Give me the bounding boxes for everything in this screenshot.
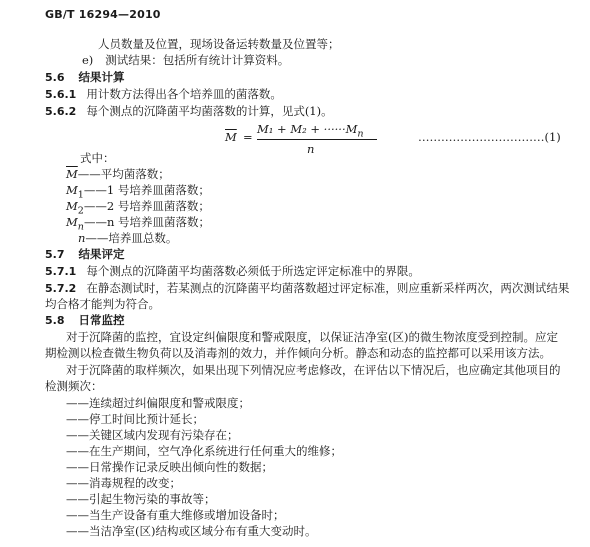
- symbol: n: [78, 231, 86, 245]
- paragraph-line: 对于沉降菌的取样频次，如果出现下列情况应考虑修改，在评估以下情况后，也应确定其他项目的: [66, 363, 561, 377]
- definition-m2: $M_2——2$ 号培养皿菌落数；: [66, 199, 210, 217]
- section-5-8-heading: [45, 312, 125, 329]
- clause-text: 每个测点的沉降菌平均菌落数的计算，见式(1)。: [86, 104, 333, 118]
- text-line: 人员数量及位置，现场设备运转数量及位置等；: [98, 37, 340, 51]
- clause-5-7-1: [45, 263, 420, 280]
- list-marker: e): [82, 53, 94, 67]
- paragraph-line: 期检测以检查微生物负荷以及消毒剂的效力，并作倾向分析。静态和动态的监控都可以采用该方法。: [45, 346, 551, 360]
- bullet-item: ——在生产期间，空气净化系统进行任何重大的维修；: [66, 444, 342, 458]
- clause-5-6-2: [45, 103, 333, 120]
- bullet-item: ——连续超过纠偏限度和警戒限度；: [66, 396, 250, 410]
- clause-number: 5.7.2: [45, 282, 77, 295]
- section-number: 5.6: [45, 71, 65, 84]
- section-title: 结果评定: [78, 247, 125, 261]
- bullet-item: ——引起生物污染的事故等；: [66, 492, 216, 506]
- definition-text: ——2 号培养皿菌落数；: [83, 199, 210, 213]
- definition-n: [78, 230, 177, 246]
- formula-numerator: $M_1 + M_2 + \cdot\cdot\cdot\cdot\cdot\cdot M_n$: [257, 122, 364, 140]
- clause-text: 每个测点的沉降菌平均菌落数必须低于所选定评定标准中的界限。: [86, 264, 420, 278]
- definition-text: ——n 号培养皿菌落数；: [83, 215, 211, 229]
- clause-number: 5.6.2: [45, 105, 77, 118]
- paragraph-line: 检测频次：: [45, 379, 103, 393]
- definition-mn: $M_n——n$ 号培养皿菌落数；: [66, 215, 211, 233]
- clause-text: 在静态测试时，若某测点的沉降菌平均菌落数超过评定标准，则应重新采样两次，两次测试结果: [86, 281, 570, 295]
- list-item-e: [82, 52, 289, 68]
- section-number: 5.7: [45, 248, 65, 261]
- definition-m-bar: [66, 166, 170, 182]
- bullet-item: ——当生产设备有重大维修或增加设备时；: [66, 508, 285, 522]
- bullet-item: ——当洁净室(区)结构或区域分布有重大变动时。: [66, 524, 317, 538]
- clause-number: 5.6.1: [45, 88, 77, 101]
- equation-number: ……………………………(1): [418, 130, 561, 144]
- standard-code-header: GB/T 16294—2010: [45, 8, 161, 21]
- section-number: 5.8: [45, 314, 65, 327]
- symbol: $\overline{M}$: [66, 167, 78, 181]
- formula-denominator: n: [307, 142, 315, 156]
- definition-text: ——培养皿总数。: [85, 231, 178, 245]
- section-title: 日常监控: [78, 313, 125, 327]
- section-5-6-heading: [45, 69, 125, 86]
- symbol: M: [66, 183, 78, 197]
- formula-lhs: $\overline{M}$: [225, 130, 237, 144]
- symbol: M: [66, 215, 78, 229]
- clause-number: 5.7.1: [45, 265, 77, 278]
- symbol: M: [66, 199, 78, 213]
- section-5-7-heading: [45, 246, 125, 263]
- clause-5-6-1: [45, 86, 282, 103]
- fraction-bar: [257, 139, 377, 140]
- clause-5-7-2: [45, 280, 569, 297]
- bullet-item: ——日常操作记录反映出倾向性的数据；: [66, 460, 273, 474]
- clause-text: 用计数方法得出各个培养皿的菌落数。: [86, 87, 282, 101]
- definition-m1: $M_1——1$ 号培养皿菌落数；: [66, 183, 210, 201]
- list-text: 测试结果：包括所有统计计算资料。: [105, 53, 290, 67]
- bullet-item: ——消毒规程的改变；: [66, 476, 181, 490]
- definition-text: ——平均菌落数；: [77, 167, 170, 181]
- bullet-item: ——停工时间比预计延长；: [66, 412, 204, 426]
- formula-equals: =: [243, 130, 253, 144]
- where-label: 式中：: [80, 151, 115, 165]
- definition-text: ——1 号培养皿菌落数；: [83, 183, 210, 197]
- bullet-item: ——关键区域内发现有污染存在；: [66, 428, 239, 442]
- section-title: 结果计算: [78, 70, 125, 84]
- paragraph-line: 对于沉降菌的监控，宜设定纠偏限度和警戒限度，以保证洁净室(区)的微生物浓度受到控制。应定: [66, 330, 558, 344]
- clause-5-7-2-continued: 均合格才能判为符合。: [45, 297, 160, 311]
